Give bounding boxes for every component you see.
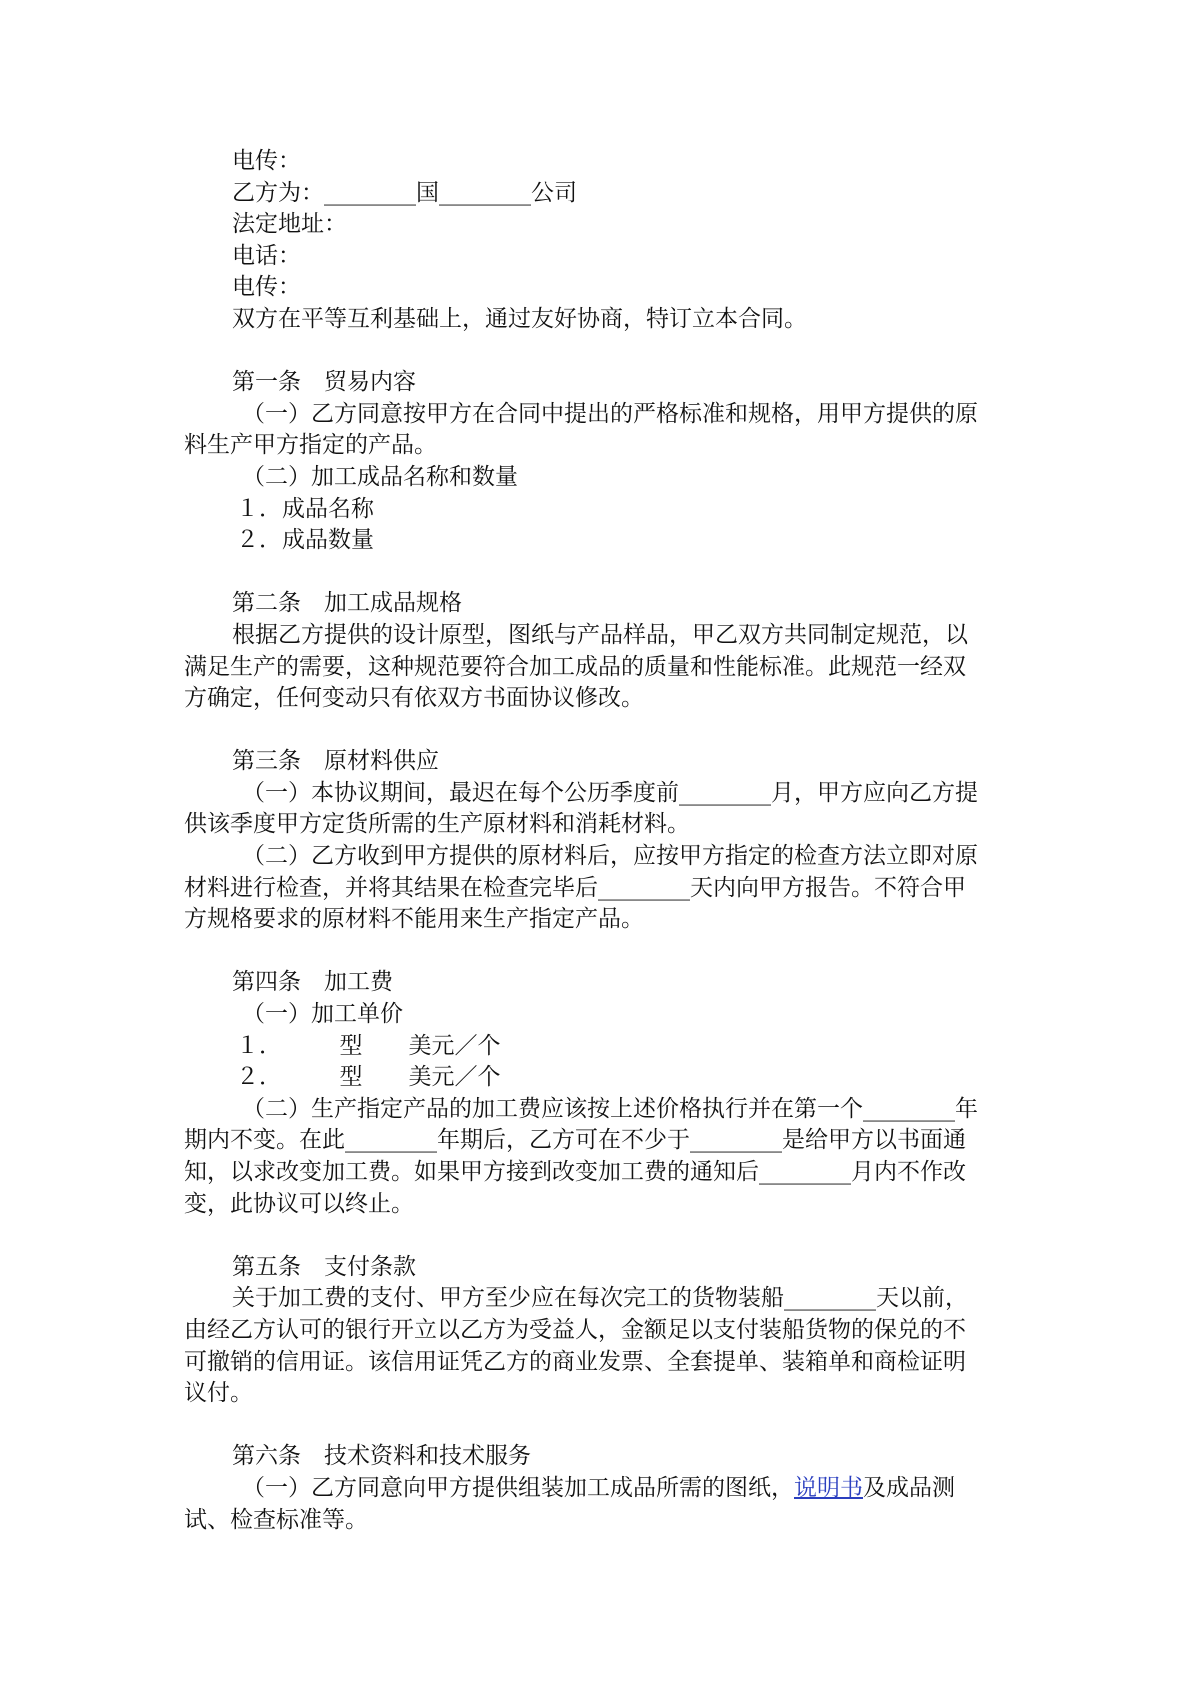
article-2-para-line-3: 方确定，任何变动只有依双方书面协议修改。 (184, 685, 644, 712)
article-5-para-line-4: 议付。 (184, 1380, 253, 1407)
article-1-item-2: ２．成品数量 (236, 527, 374, 554)
fax-line: 电传： (232, 148, 301, 174)
article-1-clause-1: （一）乙方同意按甲方在合同中提出的严格标准和规格，用甲方提供的原 (242, 400, 978, 427)
article-6-clause-1-cont: 试、检查标准等。 (184, 1506, 368, 1533)
article-3-title: 第三条 原材料供应 (232, 748, 439, 775)
article-6-clause-1-pre: （一）乙方同意向甲方提供组装加工成品所需的图纸， (242, 1474, 794, 1501)
article-3-clause-2-cont-2: 方规格要求的原材料不能用来生产指定产品。 (184, 906, 644, 933)
article-3-clause-1-cont: 供该季度甲方定货所需的生产原材料和消耗材料。 (184, 811, 690, 838)
article-5-para-line-1: 关于加工费的支付、甲方至少应在每次完工的货物装船________天以前， (232, 1285, 968, 1312)
article-5-para-line-3: 可撤销的信用证。该信用证凭乙方的商业发票、全套提单、装箱单和商检证明 (184, 1348, 966, 1375)
article-4-clause-1: （一）加工单价 (242, 1001, 403, 1028)
article-6-title: 第六条 技术资料和技术服务 (232, 1443, 531, 1470)
article-3-clause-2: （二）乙方收到甲方提供的原材料后，应按甲方指定的检查方法立即对原 (242, 843, 978, 870)
article-4-clause-2-cont-3: 变，此协议可以终止。 (184, 1190, 414, 1217)
article-2-title: 第二条 加工成品规格 (232, 590, 462, 617)
article-4-clause-2-cont-1: 期内不变。在此________年期后，乙方可在不少于________是给甲方以书面通 (184, 1127, 966, 1154)
article-3-clause-2-cont-1: 材料进行检查，并将其结果在检查完毕后________天内向甲方报告。不符合甲 (184, 874, 966, 901)
article-6-clause-1 (184, 1473, 1014, 1505)
article-5-para-line-2: 由经乙方认可的银行开立以乙方为受益人，金额足以支付装船货物的保兑的不 (184, 1316, 966, 1343)
article-3-clause-1: （一）本协议期间，最迟在每个公历季度前________月，甲方应向乙方提 (242, 779, 978, 806)
article-1-clause-1-cont: 料生产甲方指定的产品。 (184, 432, 437, 459)
article-4-clause-2: （二）生产指定产品的加工费应该按上述价格执行并在第一个________年 (242, 1095, 978, 1122)
party-b-line: 乙方为：________国________公司 (232, 179, 577, 206)
article-2-para-line-2: 满足生产的需要，这种规范要符合加工成品的质量和性能标准。此规范一经双 (184, 653, 966, 680)
phone-line: 电话： (232, 242, 301, 269)
article-4-item-2: ２． 型 美元／个 (236, 1064, 501, 1091)
article-5-title: 第五条 支付条款 (232, 1253, 416, 1280)
article-1-item-1: １．成品名称 (236, 495, 374, 522)
article-6-clause-1-post: 及成品测 (863, 1474, 955, 1501)
preamble: 双方在平等互利基础上，通过友好协商，特订立本合同。 (232, 305, 807, 332)
article-4-item-1: １． 型 美元／个 (236, 1032, 501, 1059)
article-1-clause-2: （二）加工成品名称和数量 (242, 463, 518, 490)
article-4-clause-2-cont-2: 知，以求改变加工费。如果甲方接到改变加工费的通知后________月内不作改 (184, 1159, 966, 1185)
manual-link[interactable]: 说明书 (794, 1474, 863, 1501)
article-2-para-line-1: 根据乙方提供的设计原型，图纸与产品样品，甲乙双方共同制定规范，以 (232, 621, 968, 648)
legal-address-line: 法定地址： (232, 211, 347, 238)
contract-page (184, 146, 1014, 1536)
article-4-title: 第四条 加工费 (232, 969, 393, 996)
fax-line-2: 电传： (232, 274, 301, 301)
article-1-title: 第一条 贸易内容 (232, 369, 416, 396)
